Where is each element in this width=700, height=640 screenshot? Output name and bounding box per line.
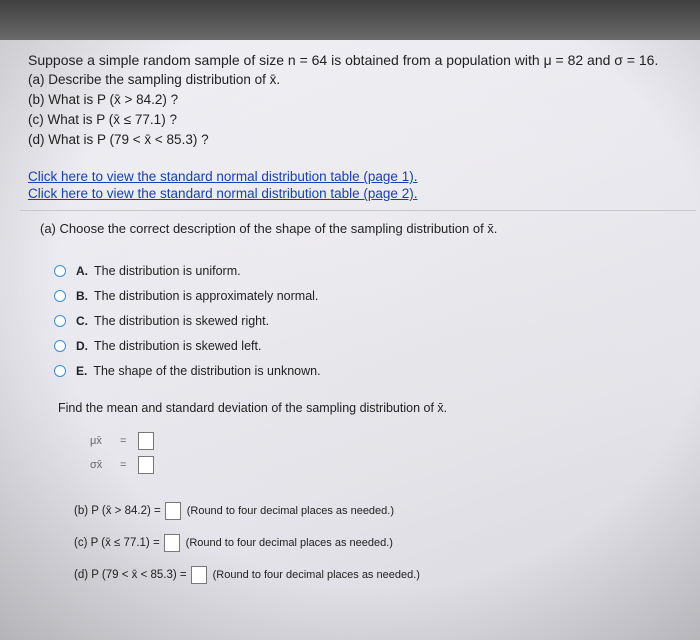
option-letter: C.	[76, 313, 88, 328]
option-b[interactable]	[54, 283, 688, 308]
radio-button[interactable]	[54, 265, 66, 277]
table-links	[28, 168, 688, 202]
part-c-label: (c) P (x̄ ≤ 77.1) =	[74, 537, 160, 549]
question-part-c: (c) What is P (x̄ ≤ 77.1) ?	[28, 112, 177, 127]
part-b-answer-input[interactable]	[165, 502, 181, 520]
rounding-note: (Round to four decimal places as needed.)	[212, 569, 420, 581]
option-e[interactable]	[54, 358, 688, 383]
equals-sign: =	[120, 435, 127, 447]
option-text: The distribution is skewed left.	[94, 338, 262, 353]
mean-answer-input[interactable]	[138, 432, 154, 450]
radio-button[interactable]	[54, 290, 66, 302]
mean-row	[90, 429, 688, 453]
sd-answer-input[interactable]	[138, 456, 154, 474]
option-d[interactable]	[54, 333, 688, 358]
rounding-note: (Round to four decimal places as needed.)	[185, 537, 393, 549]
part-b-label: (b) P (x̄ > 84.2) =	[74, 505, 161, 517]
question-content	[28, 50, 688, 591]
part-c-answer-input[interactable]	[164, 534, 180, 552]
question-part-b: (b) What is P (x̄ > 84.2) ?	[28, 92, 179, 107]
option-text: The distribution is approximately normal.	[94, 288, 319, 303]
part-a-prompt: (a) Choose the correct description of the shape of the sampling distribution of x̄.	[40, 221, 498, 236]
divider	[20, 210, 696, 211]
option-letter: B.	[76, 288, 88, 303]
option-text: The distribution is uniform.	[94, 263, 241, 278]
top-bar	[0, 0, 700, 40]
radio-button[interactable]	[54, 340, 66, 352]
equals-sign: =	[120, 459, 127, 471]
part-c-answer-row	[74, 527, 688, 559]
part-d-answer-row	[74, 559, 688, 591]
normal-table-page2-link[interactable]: Click here to view the standard normal distribution table (page 2).	[28, 186, 418, 201]
option-text: The distribution is skewed right.	[94, 313, 270, 328]
shape-options	[54, 258, 688, 383]
part-b-answer-row	[74, 495, 688, 527]
question-part-a: (a) Describe the sampling distribution of x̄.	[28, 72, 281, 87]
probability-answers	[74, 495, 688, 591]
radio-button[interactable]	[54, 315, 66, 327]
sd-row	[90, 453, 688, 477]
part-d-answer-input[interactable]	[191, 566, 207, 584]
mean-sd-inputs	[90, 429, 688, 477]
sd-symbol: σx̄	[90, 459, 103, 471]
question-intro: Suppose a simple random sample of size n = 64 is obtained from a population with μ = 82 and σ = 16.	[28, 52, 659, 68]
option-c[interactable]	[54, 308, 688, 333]
find-mean-sd-prompt: Find the mean and standard deviation of the sampling distribution of x̄.	[58, 401, 448, 415]
option-letter: A.	[76, 263, 88, 278]
normal-table-page1-link[interactable]: Click here to view the standard normal distribution table (page 1).	[28, 169, 418, 184]
question-part-d: (d) What is P (79 < x̄ < 85.3) ?	[28, 132, 209, 147]
radio-button[interactable]	[54, 365, 66, 377]
option-letter: D.	[76, 338, 88, 353]
rounding-note: (Round to four decimal places as needed.)	[186, 505, 395, 517]
option-text: The shape of the distribution is unknown.	[93, 363, 321, 378]
part-d-label: (d) P (79 < x̄ < 85.3) =	[74, 569, 187, 581]
option-a[interactable]	[54, 258, 688, 283]
option-letter: E.	[76, 363, 88, 378]
mean-symbol: μx̄	[90, 435, 102, 447]
